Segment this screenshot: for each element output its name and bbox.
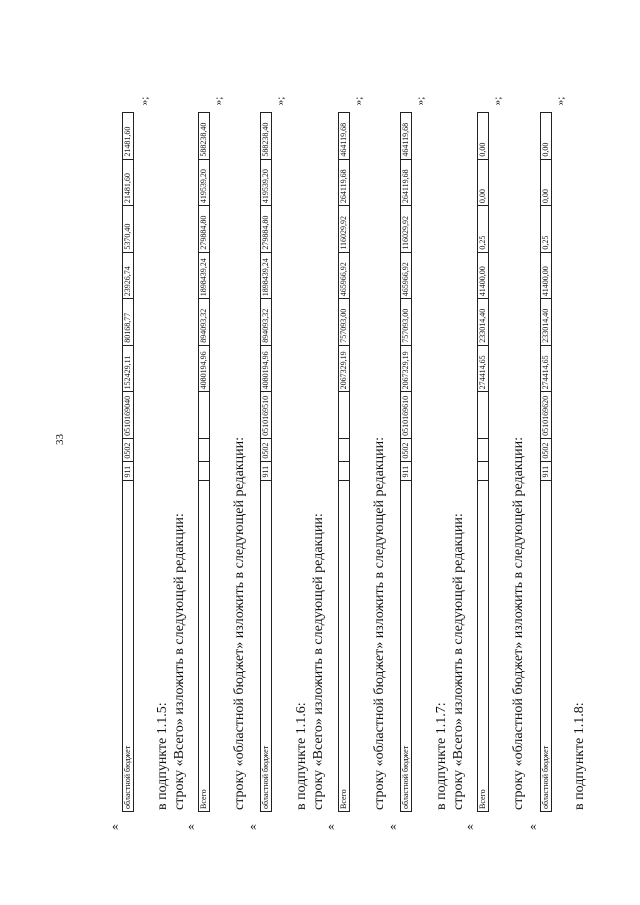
cell: 233014,40: [541, 298, 551, 345]
cell: 5370,40: [123, 205, 133, 252]
subpoint-heading: в подпункте 1.1.5:: [155, 702, 170, 810]
row-name: Всего: [199, 480, 209, 811]
close-mark: »;: [274, 96, 287, 106]
close-mark: »;: [554, 96, 567, 106]
cell: 0502: [261, 438, 271, 461]
close-mark: »;: [414, 96, 427, 106]
cell: 279884,80: [199, 205, 209, 252]
cell: 0502: [541, 438, 551, 461]
cell: 757093,00: [401, 298, 411, 345]
cell: 911: [401, 461, 411, 480]
cell: 21481,60: [123, 159, 133, 206]
open-quote: «: [112, 818, 119, 833]
cell: 116029,92: [339, 205, 349, 252]
cell: [199, 391, 209, 438]
cell: 419539,20: [261, 159, 271, 206]
cell: 0502: [123, 438, 133, 461]
cell: [339, 438, 349, 461]
instruction-text: строку «областной бюджет» изложить в следующей редакции:: [372, 437, 387, 810]
cell: 1898439,24: [199, 252, 209, 299]
row-name: Всего: [339, 480, 349, 811]
cell: 233014,40: [478, 298, 488, 345]
table-row-total-3: [477, 112, 489, 812]
instruction-text: строку «Всего» изложить в следующей редакции:: [451, 513, 466, 810]
cell: [339, 391, 349, 438]
cell: 0510169620: [541, 391, 551, 438]
cell: 279884,80: [261, 205, 271, 252]
cell: 41400,00: [478, 252, 488, 299]
cell: 4080194,96: [199, 345, 209, 392]
table-row-oblast-3: [400, 112, 412, 812]
close-mark: »;: [212, 96, 225, 106]
cell: 41400,00: [541, 252, 551, 299]
cell: 4080194,96: [261, 345, 271, 392]
subpoint-heading: в подпункте 1.1.6:: [294, 702, 309, 810]
table-row-oblast-1: [122, 112, 134, 812]
instruction-text: строку «областной бюджет» изложить в следующей редакции:: [511, 437, 526, 810]
cell: 465966,92: [339, 252, 349, 299]
cell: 0,00: [541, 159, 551, 206]
close-mark: »;: [138, 96, 151, 106]
instruction-text: строку «областной бюджет» изложить в следующей редакции:: [232, 437, 247, 810]
table-row-total-2: [338, 112, 350, 812]
cell: [199, 461, 209, 480]
cell: 116029,92: [401, 205, 411, 252]
open-quote: «: [250, 818, 257, 833]
cell: 894093,32: [261, 298, 271, 345]
instruction-text: строку «Всего» изложить в следующей редакции:: [311, 513, 326, 810]
table-row-oblast-2: [260, 112, 272, 812]
row-name: областной бюджет: [261, 480, 271, 811]
table-row-total-1: [198, 112, 210, 812]
cell: 464119,68: [339, 122, 348, 157]
cell: [199, 438, 209, 461]
row-name: областной бюджет: [541, 480, 551, 811]
subpoint-heading: в подпункте 1.1.7:: [434, 702, 449, 810]
open-quote: «: [530, 818, 537, 833]
cell: 0510169040: [123, 391, 133, 438]
cell: 0502: [401, 438, 411, 461]
cell: 588238,40: [261, 122, 270, 157]
cell: [478, 391, 488, 438]
close-mark: »;: [352, 96, 365, 106]
open-quote: «: [188, 818, 195, 833]
cell: 2067329,19: [401, 345, 411, 392]
close-mark: »;: [491, 96, 504, 106]
cell: 1898439,24: [261, 252, 271, 299]
open-quote: «: [467, 818, 474, 833]
cell: 2067329,19: [339, 345, 349, 392]
row-name: Всего: [478, 480, 488, 811]
cell: 23926,74: [123, 252, 133, 299]
open-quote: «: [328, 818, 335, 833]
cell: 0,00: [541, 142, 550, 157]
cell: 80168,77: [123, 298, 133, 345]
row-name: областной бюджет: [401, 480, 411, 811]
open-quote: «: [390, 818, 397, 833]
cell: 0510169510: [261, 391, 271, 438]
row-name: областной бюджет: [123, 480, 133, 811]
cell: [478, 438, 488, 461]
cell: 464119,68: [401, 122, 410, 157]
cell: 0,25: [478, 205, 488, 252]
subpoint-heading: в подпункте 1.1.8:: [572, 702, 587, 810]
cell: 465966,92: [401, 252, 411, 299]
cell: 911: [261, 461, 271, 480]
cell: 0510169610: [401, 391, 411, 438]
cell: 274414,65: [541, 345, 551, 392]
cell: 911: [541, 461, 551, 480]
cell: 274414,65: [478, 345, 488, 392]
cell: 21481,60: [123, 126, 132, 157]
instruction-text: строку «Всего» изложить в следующей редакции:: [172, 513, 187, 810]
cell: 0,00: [478, 159, 488, 206]
cell: 419539,20: [199, 159, 209, 206]
cell: 757093,00: [339, 298, 349, 345]
cell: 264119,68: [339, 159, 349, 206]
table-row-oblast-4: [540, 112, 552, 812]
cell: 0,25: [541, 205, 551, 252]
cell: [478, 461, 488, 480]
cell: 894093,32: [199, 298, 209, 345]
cell: 911: [123, 461, 133, 480]
cell: 588238,40: [199, 122, 208, 157]
page-number: 33: [54, 434, 66, 445]
cell: 264119,68: [401, 159, 411, 206]
cell: 152429,11: [123, 345, 133, 392]
cell: 0,00: [478, 142, 487, 157]
cell: [339, 461, 349, 480]
